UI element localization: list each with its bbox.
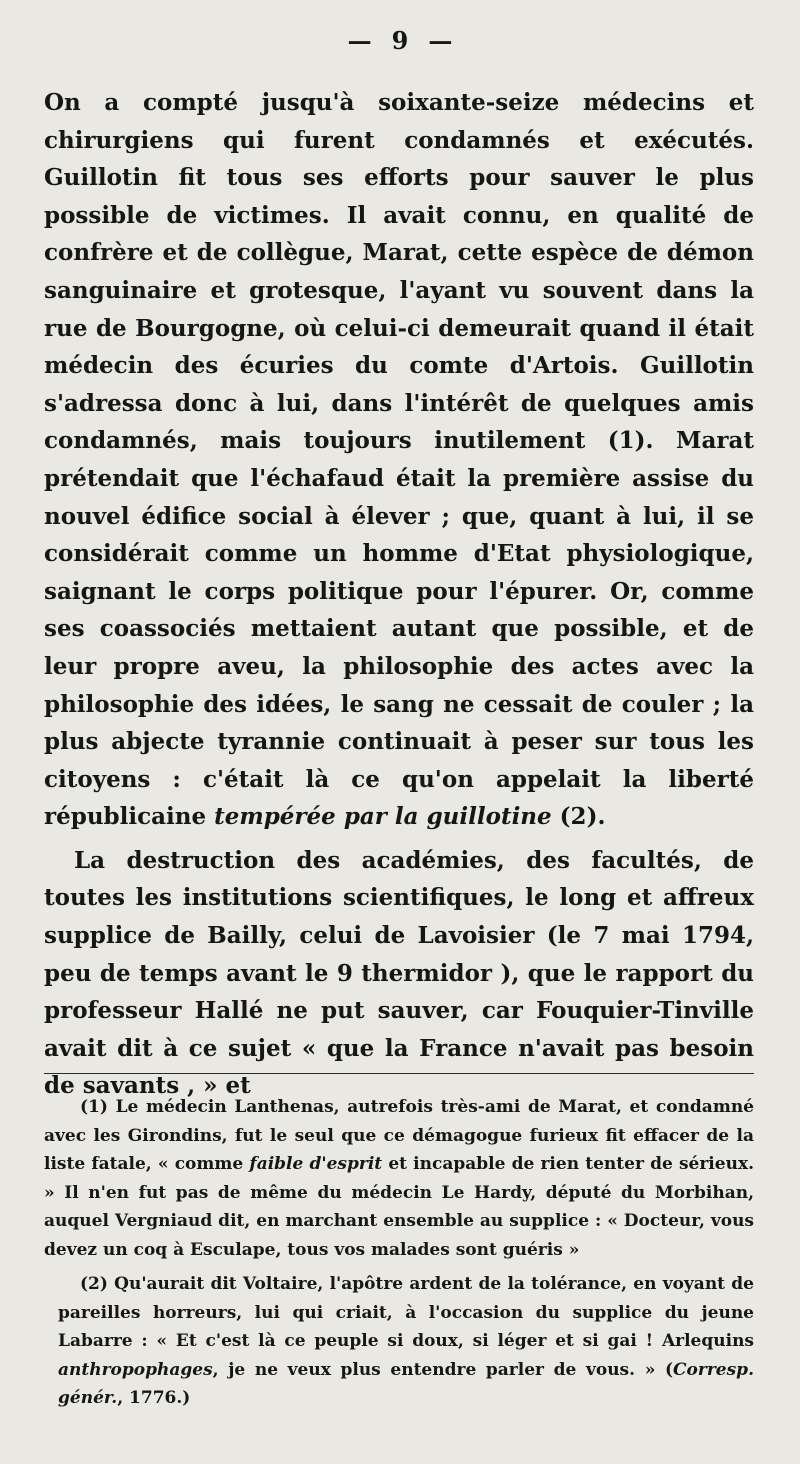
- text-run: (1) Le médecin Lanthenas, autrefois très-ami de Marat, et condamné avec les Girondins, fut le seul que ce démagogue furieux fit effacer de la liste fatale, « comme: [44, 1097, 754, 1174]
- footnote-divider: [44, 1073, 754, 1074]
- paragraph-2: [44, 842, 754, 1105]
- footnotes: [44, 1093, 754, 1419]
- italic-text-run: anthropophages: [58, 1359, 213, 1380]
- italic-text-run: Corresp. génér.: [58, 1359, 754, 1408]
- text-run: On a compté jusqu'à soixante-seize médecins et chirurgiens qui furent condamnés et exécutés. Guillotin fit tous ses efforts pour sauver le plus possible de victimes. Il avait connu, en qualité de confrère et de collègue, Marat, cette espèce de démon sanguinaire et grotesque, l'ayant vu souvent dans la rue de Bourgogne, où celui-ci demeurait quand il était médecin des écuries du comte d'Artois. Guillotin s'adressa donc à lui, dans l'intérêt de quelques amis condamnés, mais toujours inutilement (1). Marat prétendait que l'échafaud était la première assise du nouvel édifice social à élever ; que, quant à lui, il se considérait comme un homme d'Etat physiologique, saignant le corps politique pour l'épurer. Or, comme ses coassociés mettaient autant que possible, et de leur propre aveu, la philosophie des actes avec la philosophie des idées, le sang ne cessait de couler ; la plus abjecte tyrannie continuait à peser sur tous les citoyens : c'était là ce qu'on appelait la liberté républicaine: [44, 89, 754, 831]
- footnote-2: [58, 1270, 754, 1413]
- page-number-dash-right: —: [428, 26, 453, 55]
- italic-text-run: faible d'esprit: [249, 1154, 383, 1174]
- page-number-value: 9: [391, 26, 409, 55]
- page-number-dash-left: —: [347, 26, 372, 55]
- text-run: , je ne veux plus entendre parler de vous. » (: [212, 1359, 674, 1380]
- paragraph-1: [44, 84, 754, 836]
- italic-text-run: tempérée par la guillotine: [214, 803, 552, 831]
- text-run: (2) Qu'aurait dit Voltaire, l'apôtre ardent de la tolérance, en voyant de pareilles horreurs, lui qui criait, à l'occasion du supplice du jeune Labarre : « Et c'est là ce peuple si doux, si léger et si gai ! Arlequins: [58, 1274, 754, 1351]
- body-text: [44, 84, 754, 1111]
- text-run: La destruction des académies, des facultés, de toutes les institutions scientifiques, le long et affreux supplice de Bailly, celui de Lavoisier (le 7 mai 1794, peu de temps avant le 9 thermidor ), que le rapport du professeur Hallé ne put sauver, car Fouquier-Tinville avait dit à ce sujet « que la France n'avait pas besoin de savants , » et: [44, 846, 754, 1100]
- page-number: [0, 26, 800, 55]
- text-run: et incapable de rien tenter de sérieux. » Il n'en fut pas de même du médecin Le Hardy, député du Morbihan, auquel Vergniaud dit, en marchant ensemble au supplice : « Docteur, vous devez un coq à Esculape, tous vos malades sont guéris »: [44, 1154, 754, 1260]
- text-run: , 1776.): [117, 1388, 191, 1408]
- footnote-1: [44, 1093, 754, 1264]
- text-run: (2).: [551, 803, 606, 831]
